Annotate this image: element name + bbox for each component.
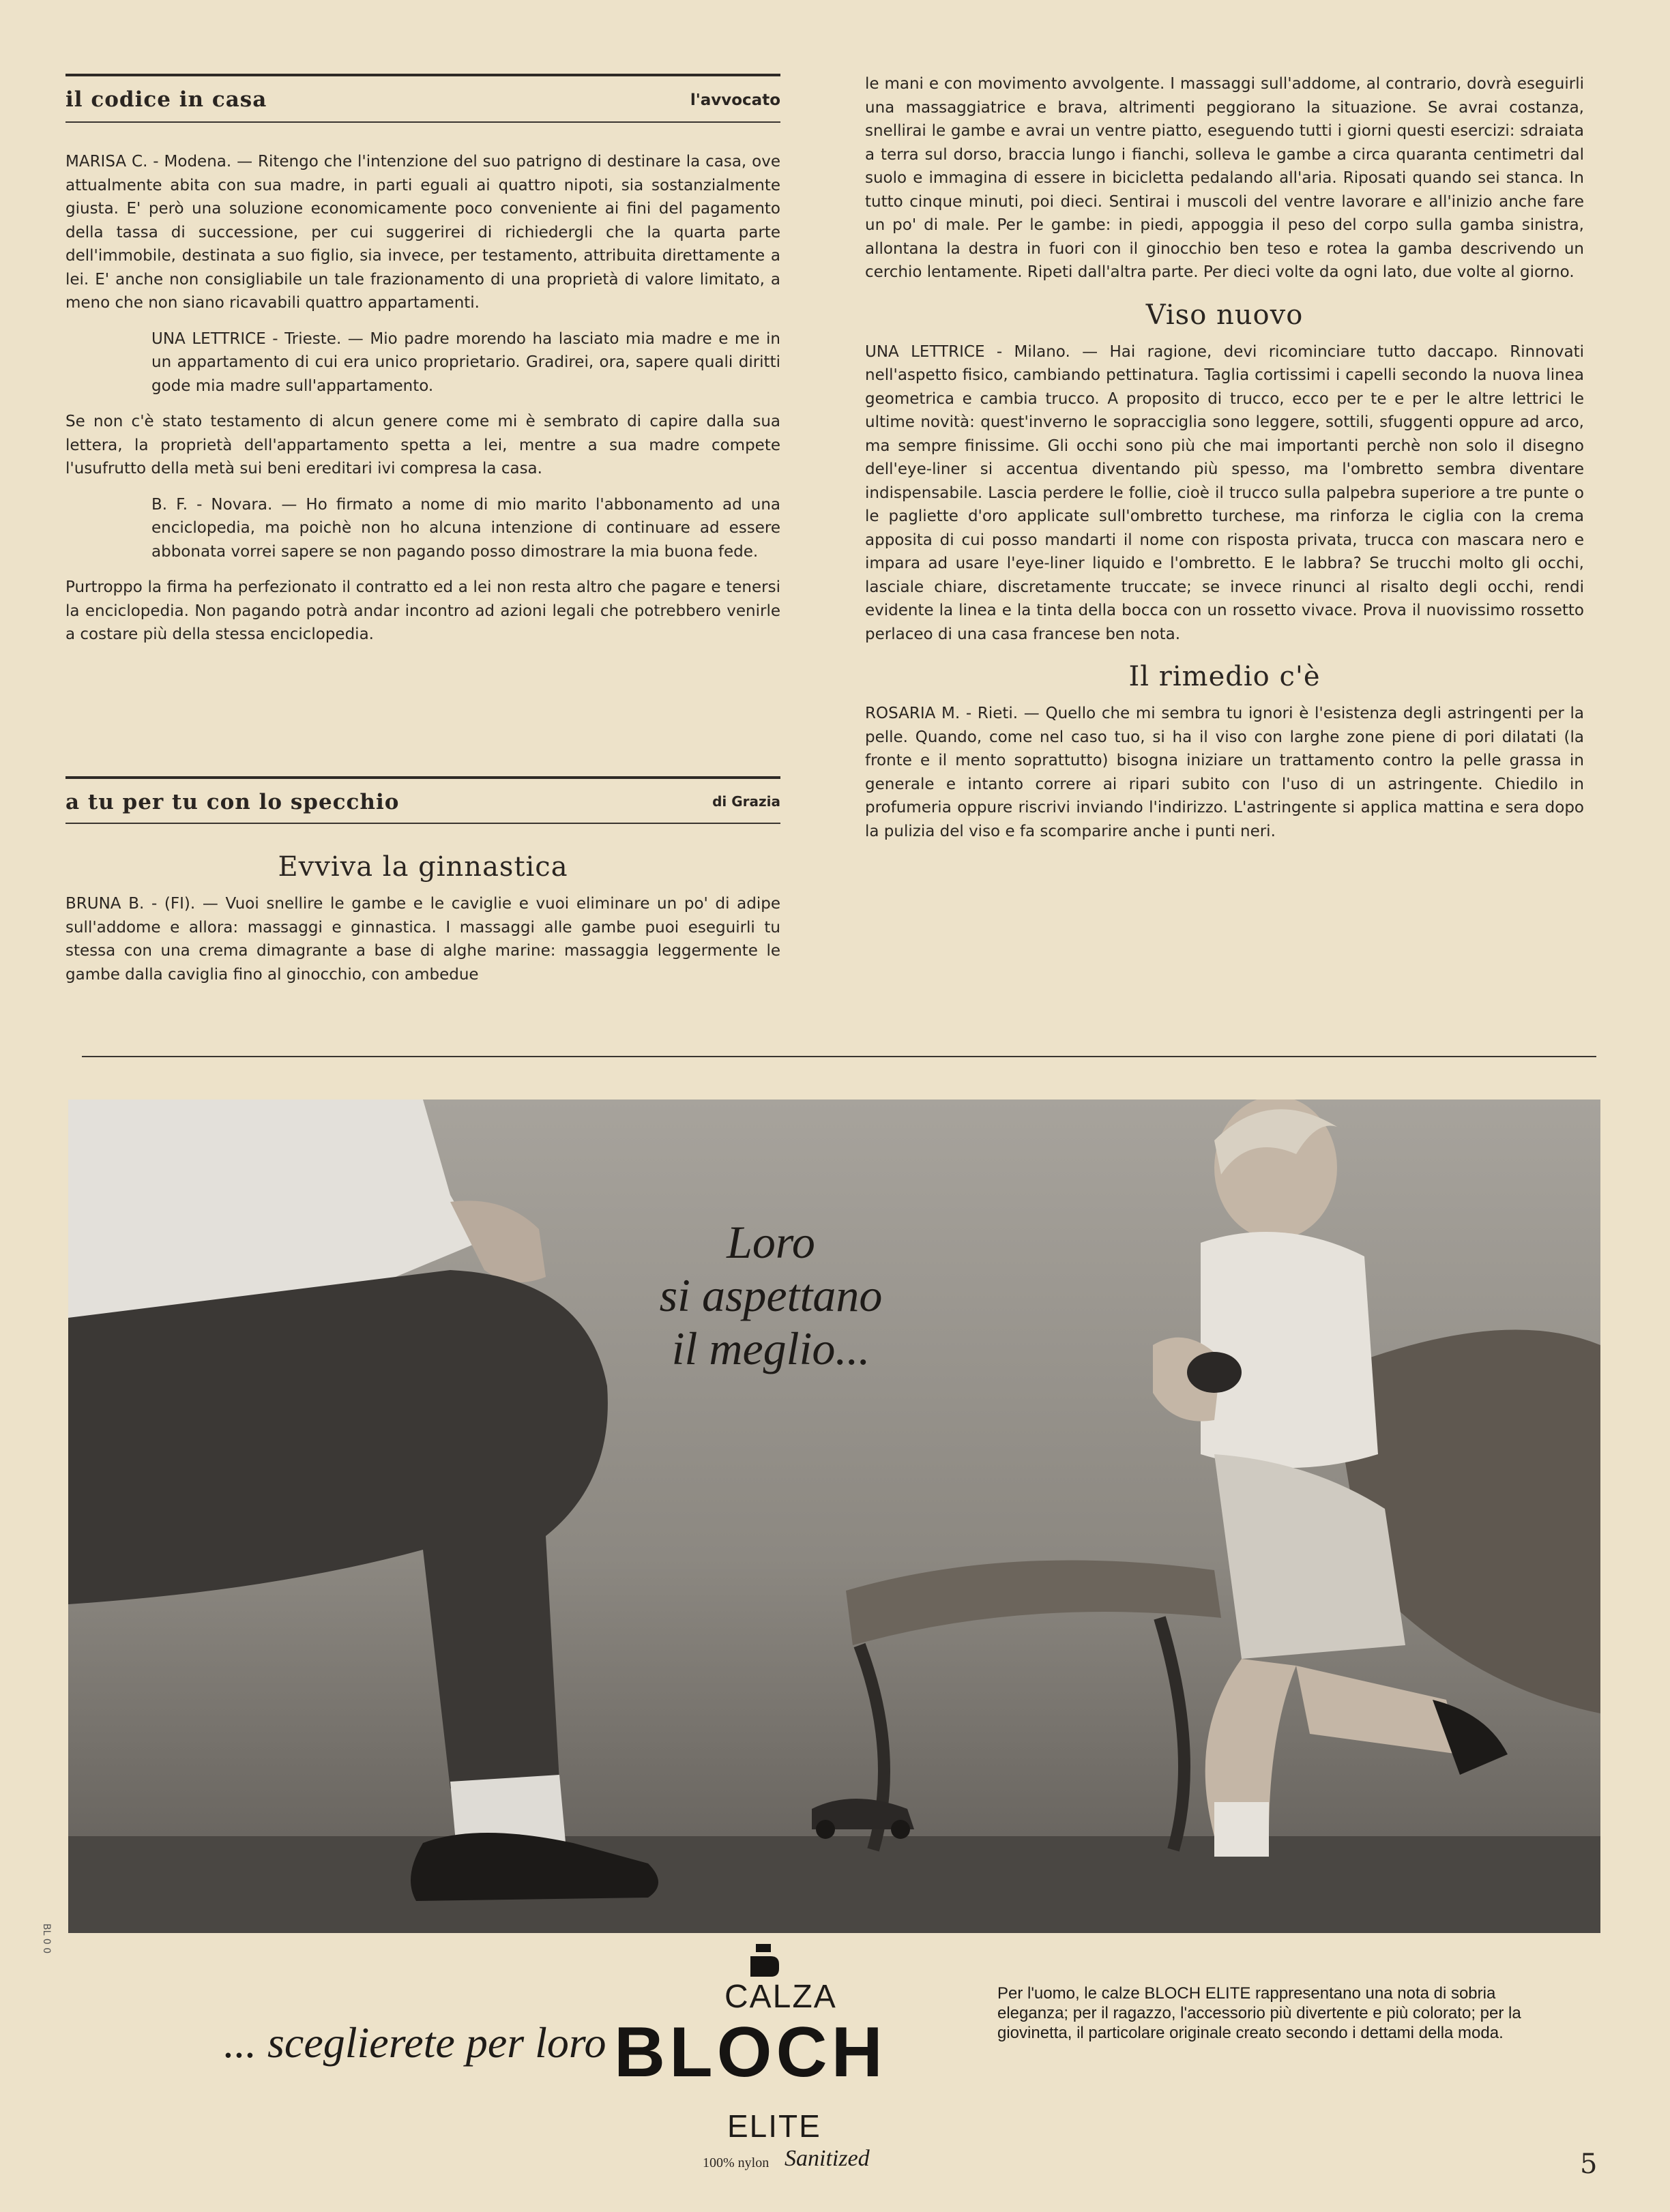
byline-avvocato: l'avvocato: [690, 91, 780, 109]
heading-rule-specchio: [65, 823, 780, 824]
ginnastica-article: [65, 851, 780, 999]
section-heading-specchio: a tu per tu con lo specchio: [65, 790, 400, 814]
page-number: 5: [1580, 2149, 1598, 2180]
advert-copy: Per l'uomo, le calze BLOCH ELITE rappresentano una nota di sobria eleganza; per il ragazzo, l'accessorio più divertente e più colorato; per la giovinetta, il particolare originale creato secondo i dettami della moda.: [997, 1984, 1521, 2042]
text-viso-nuovo: UNA LETTRICE - Milano. — Hai ragione, devi ricominciare tutto daccapo. Rinnovati nell'aspetto fisico, cambiando pettinatura. Taglia cortissimi i capelli secondo la nuova linea geometrica e cambia trucco. A proposito di trucco, ecco per te e per le altre lettrici le ultime novità: quest'inverno le sopracciglia sono leggere, sottili, sfuggenti oppure ad arco, ma sempre finissime. Gli occhi sono più che mai importanti perchè non solo il disegno dell'eye-liner si accentua diventando più spesso, ma l'ombretto sembra diventare indispensabile. Lascia perdere le follie, cioè il trucco sulla palpebra superiore a tre punte o le pagliette d'oro applicate sull'ombretto turchese, ma rinforza le ciglia con la crema apposita di cui posso mandarti il nome con risposta privata, trucca con mascara nero e impara ad usare l'eye-liner liquido e l'ombretto. E le labbra? Se trucchi molto gli occhi, lasciale chiare, discretamente truccate; se invece rinunci al risalto degli occhi, rendi evidente la linea e la tinta della bocca con un rossetto vivace. Prova il nuovissimo rossetto perlaceo di una casa francese ben nota.: [865, 342, 1584, 643]
title-rimedio: Il rimedio c'è: [1128, 661, 1321, 692]
brand-bloch: BLOCH: [614, 2013, 887, 2092]
letter-trieste: UNA LETTRICE - Trieste. — Mio padre morendo ha lasciato mia madre e me in un appartamento di cui era unico proprietario. Gradirei, ora, sapere quali diritti gode mia madre sull'appartamento.: [151, 329, 780, 395]
advert-tagline: [634, 1215, 907, 1375]
reply-trieste: Se non c'è stato testamento di alcun genere come mi è sembrato di capire dalla sua lettera, la proprietà dell'appartamento spetta a lei, mentre a sua madre compete l'usufrutto della metà sui beni ereditari ivi compresa la casa.: [65, 413, 780, 477]
tagline-line-3: il meglio...: [671, 1323, 870, 1374]
bottom-tagline: ... sceglierete per loro: [224, 2018, 606, 2067]
nylon-label-visible: 100% nylon: [703, 2155, 770, 2170]
codice-body: [65, 150, 780, 659]
heading-rule-left: [65, 121, 780, 123]
reply-novara: Purtroppo la firma ha perfezionato il contratto ed a lei non resta altro che pagare e tenersi la enciclopedia. Non pagando potrà andar incontro ad azioni legali che potrebbero venirle a costare più della stessa enciclopedia.: [65, 578, 780, 643]
sanitized-logo: Sanitized: [785, 2146, 870, 2171]
tagline-line-1: Loro: [727, 1216, 815, 1268]
top-rule-left: [65, 74, 780, 76]
text-ginnastica: BRUNA B. - (FI). — Vuoi snellire le gambe e le caviglie e vuoi eliminare un po' di adipe sull'addome e allora: massaggi e ginnastica. I massaggi alle gambe puoi eseguirli tu stessa con una crema dimagrante a base di alghe marine: massaggia leggermente le gambe dalla caviglia fino al ginocchio, con ambedue: [65, 895, 780, 984]
rule-specchio: [65, 776, 780, 779]
section-heading-codice: il codice in casa: [65, 87, 267, 112]
letter-marisa: MARISA C. - Modena. — Ritengo che l'intenzione del suo patrigno di destinare la casa, ove attualmente abita con sua madre, in parti eguali ai quattro nipoti, sia sostanzialmente giusta. E' però una soluzione economicamente poco conveniente ai fini del pagamento della tassa di successione, per cui suggerirei di richiedergli che la quarta parte dell'immobile, destinata a suo figlio, sia invece, per testamento, attribuita direttamente a lei. E' anche non consigliabile un tale frazionamento di una proprietà di valore limitato, a meno che non siano ricavabili quattro appartamenti.: [65, 153, 780, 312]
byline-grazia: di Grazia: [712, 793, 780, 810]
advert-photo: [68, 1100, 1600, 1933]
brand-elite: ELITE: [727, 2108, 821, 2144]
title-viso-nuovo: Viso nuovo: [1145, 299, 1304, 331]
tagline-line-2: si aspettano: [659, 1269, 883, 1321]
letter-novara: B. F. - Novara. — Ho firmato a nome di mio marito l'abbonamento ad una enciclopedia, ma poichè non ho alcuna intenzione di continuare ad essere abbonata vorrei sapere se non pagando posso dimostrare la mia buona fede.: [151, 495, 780, 561]
side-code-mark: BL 0 0: [41, 1923, 52, 1954]
text-continuation: le mani e con movimento avvolgente. I massaggi sull'addome, al contrario, dovrà eseguirli una massaggiatrice e brava, altrimenti peggiorano la situazione. Se avrai costanza, snellirai le gambe e avrai un ventre piatto, eseguendo tutti i giorni questi esercizi: sdraiata a terra sul dorso, braccia lungo i fianchi, solleva le gambe a circa quaranta centimetri dal suolo e immagina di essere in bicicletta pedalando all'aria. Riposati quando sei stanca. In tutto cinque minuti, poi dieci. Sentirai i muscoli del ventre lavorare e all'inizio anche fare un po' di male. Per le gambe: in piedi, appoggia il peso del corpo sulla gamba sinistra, allontana la destra in fuori con il ginocchio ben teso e rotea la gamba descrivendo un cerchio lentamente. Ripeti dall'altra parte. Per dieci volte da ogni lato, due volte al giorno.: [865, 75, 1584, 281]
text-rimedio: ROSARIA M. - Rieti. — Quello che mi sembra tu ignori è l'esistenza degli astringenti per la pelle. Quando, come nel caso tuo, si ha il viso con larghe zone piene di pori dilatati (la fronte e il mento soprattutto) bisogna iniziare un trattamento contro la pelle grassa in generale e intanto correre ai ripari subito con l'uso di un astringente. Chiedilo in profumeria oppure riscrivi inviando l'indirizzo. L'astringente si applica mattina e sera dopo la pulizia del viso e fa scomparire anche i punti neri.: [865, 705, 1584, 840]
title-ginnastica: Evviva la ginnastica: [278, 851, 568, 883]
right-column: [865, 72, 1584, 855]
advert-divider: [82, 1056, 1596, 1057]
brand-calza: CALZA: [724, 1979, 837, 2015]
